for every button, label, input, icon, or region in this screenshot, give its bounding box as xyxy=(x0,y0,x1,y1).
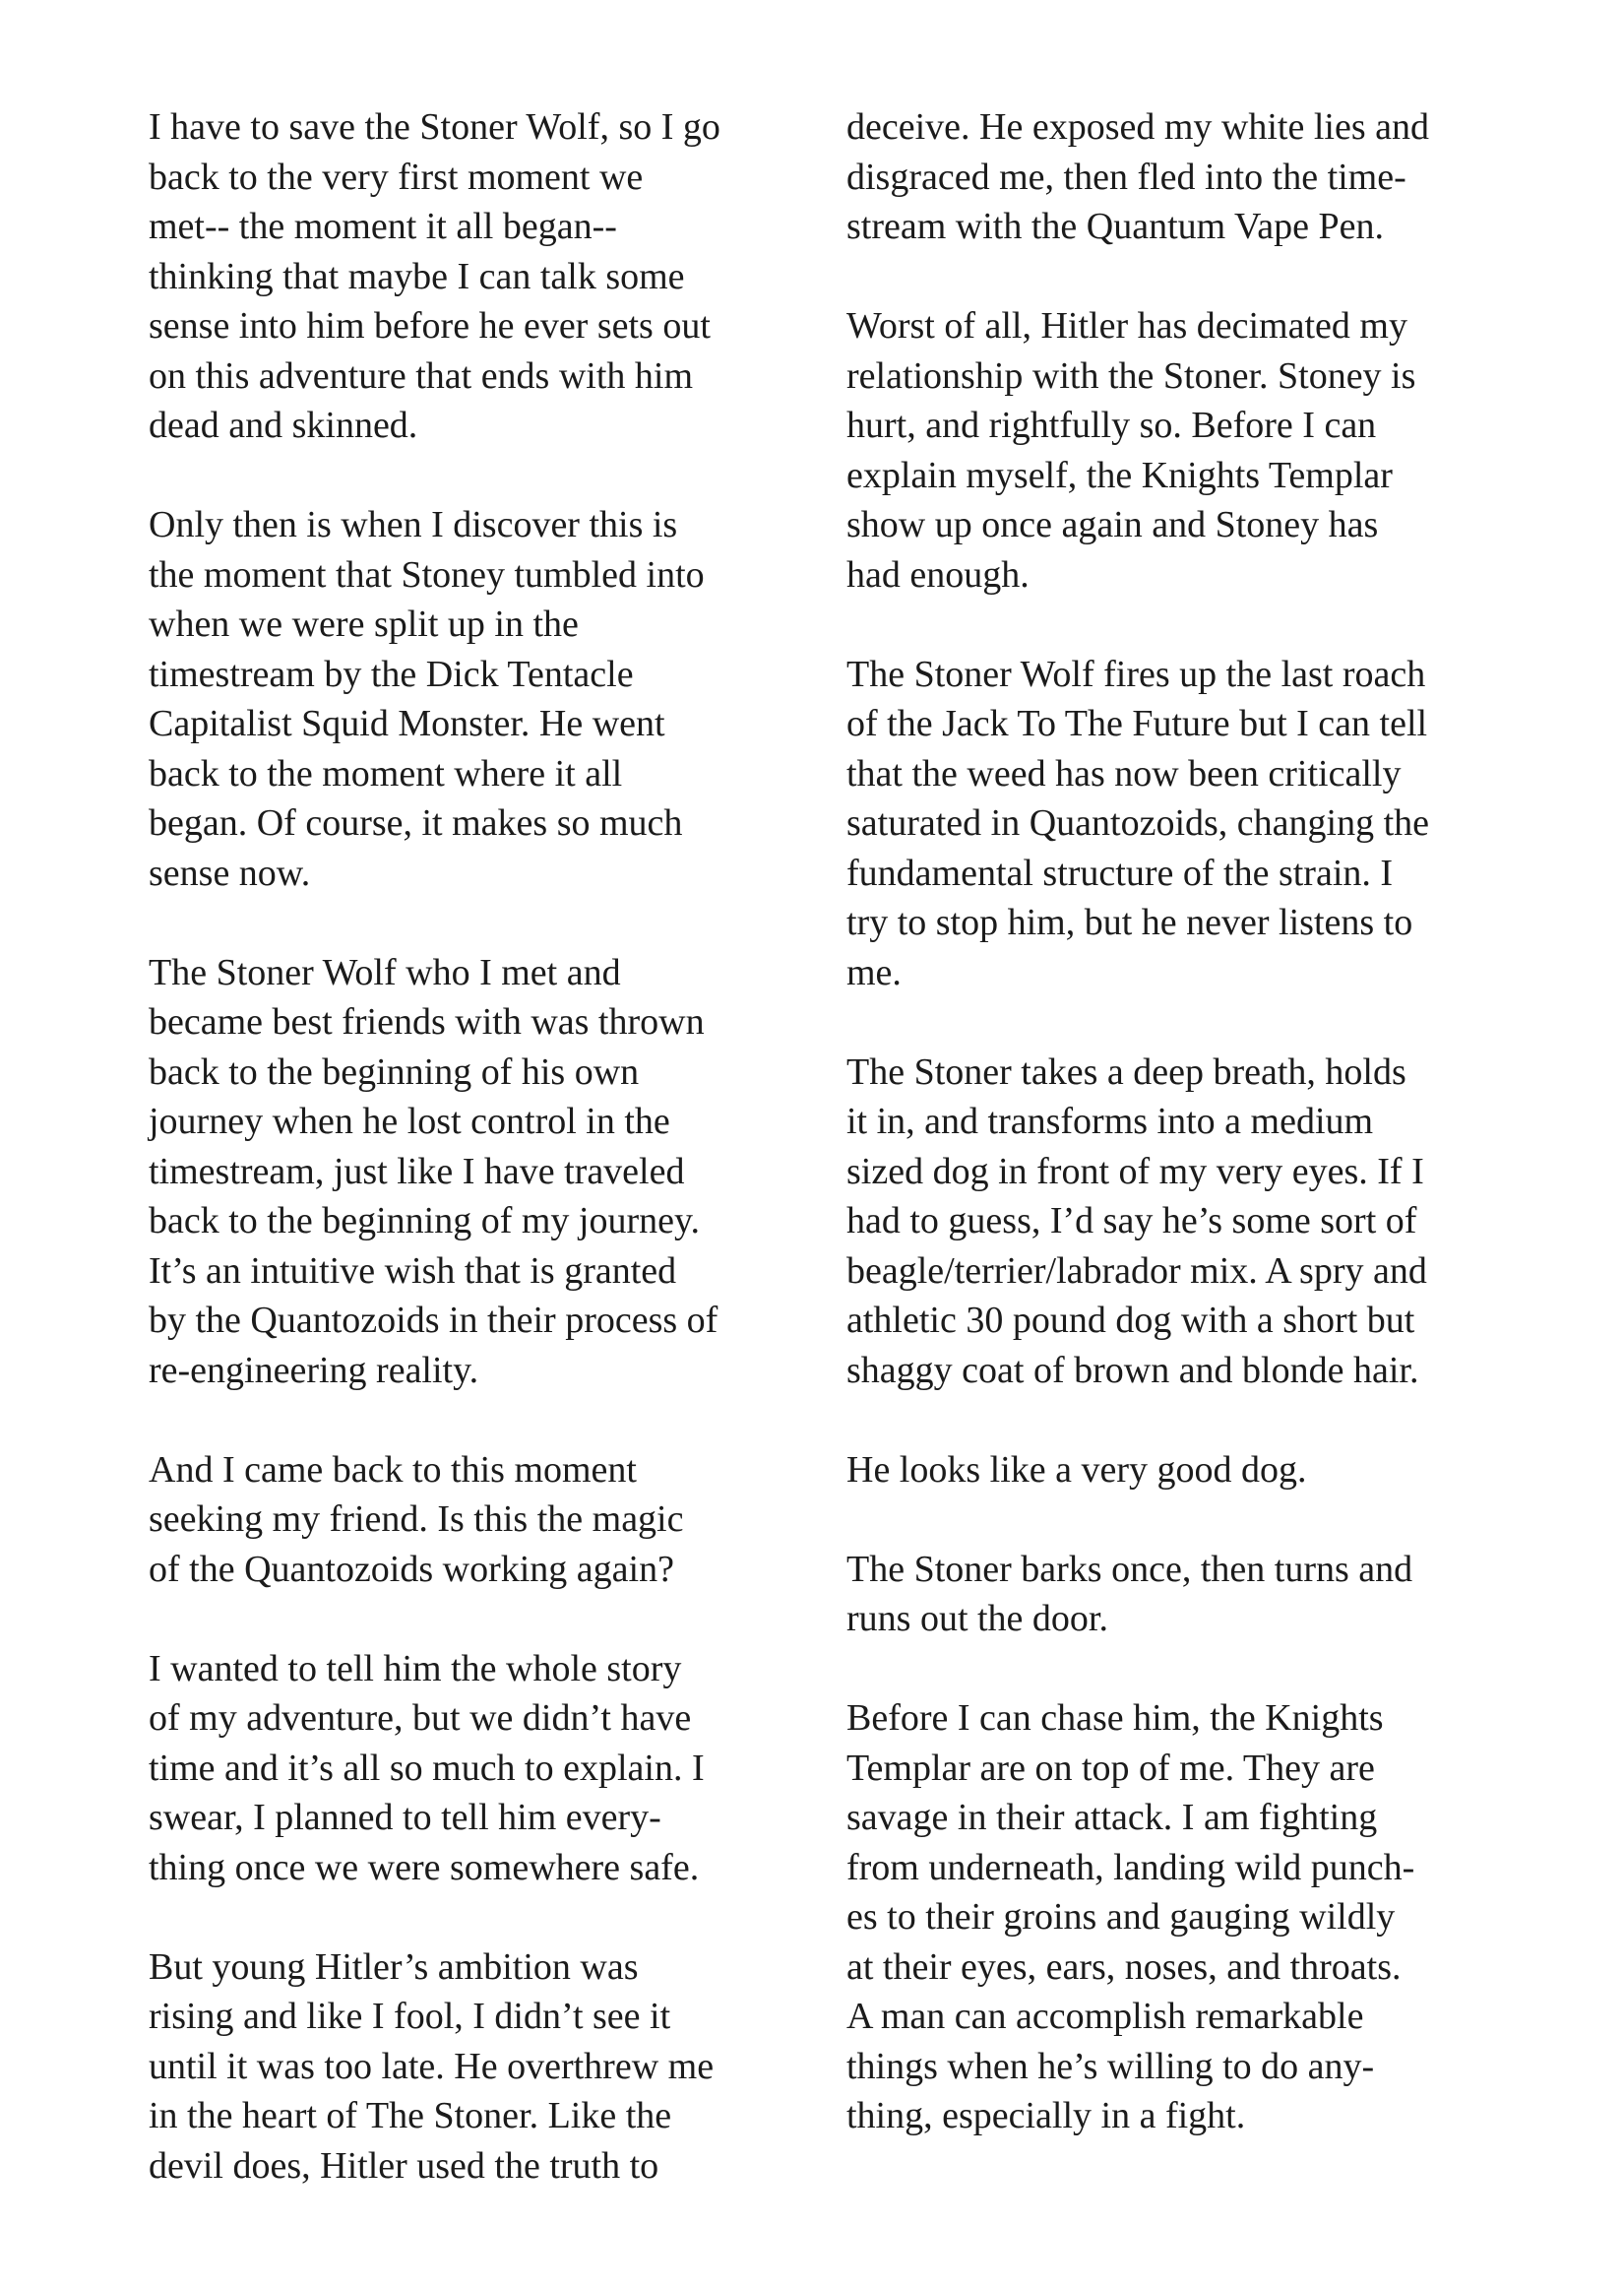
right-text-column xyxy=(846,102,1496,2141)
paragraph-12: The Stoner barks once, then turns and runs out the door. xyxy=(846,1548,1413,1639)
paragraph-3: The Stoner Wolf who I met and became best friends with was thrown back to the beginning of his own journey when he lost control in the timestream, just like I have traveled back to the beginning of my journey. It’s an intuitive wish that is granted by the Quantozoids in their process of re-engineering reality. xyxy=(149,951,718,1391)
paragraph-1: I have to save the Stoner Wolf, so I go back to the very first moment we met-- the moment it all began-- thinking that maybe I can talk some sense into him before he ever sets out on this adventure that ends with him dead and skinned. xyxy=(149,106,720,446)
left-text-column xyxy=(149,102,798,2191)
paragraph-7: deceive. He exposed my white lies and disgraced me, then fled into the time- stream with the Quantum Vape Pen. xyxy=(846,106,1429,247)
paragraph-13: Before I can chase him, the Knights Templar are on top of me. They are savage in their attack. I am fighting from underneath, landing wild punch- es to their groins and gauging wildly at their eyes, ears, noses, and throats. A man can accomplish remarkable things when he’s willing to do any- thing, especially in a fight. xyxy=(846,1697,1415,2136)
paragraph-8: Worst of all, Hitler has decimated my relationship with the Stoner. Stoney is hurt, and rightfully so. Before I can explain myself, the Knights Templar show up once again and Stoney has had enough. xyxy=(846,305,1416,596)
paragraph-5: I wanted to tell him the whole story of my adventure, but we didn’t have time and it’s all so much to explain. I swear, I planned to tell him every- thing once we were somewhere safe. xyxy=(149,1647,705,1888)
paragraph-4: And I came back to this moment seeking my friend. Is this the magic of the Quantozoids working again? xyxy=(149,1448,684,1590)
paragraph-11: He looks like a very good dog. xyxy=(846,1448,1307,1491)
paragraph-10: The Stoner takes a deep breath, holds it in, and transforms into a medium sized dog in front of my very eyes. If I had to guess, I’d say he’s some sort of beagle/terrier/labrador mix. A spry and athletic 30 pound dog with a short but shaggy coat of brown and blonde hair. xyxy=(846,1050,1427,1391)
paragraph-2: Only then is when I discover this is the moment that Stoney tumbled into when we were split up in the timestream by the Dick Tentacle Capitalist Squid Monster. He went back to the moment where it all began. Of course, it makes so much sense now. xyxy=(149,504,705,894)
paragraph-6: But young Hitler’s ambition was rising and like I fool, I didn’t see it until it was too late. He overthrew me in the heart of The Stoner. Like the devil does, Hitler used the truth to xyxy=(149,1945,715,2187)
paragraph-9: The Stoner Wolf fires up the last roach of the Jack To The Future but I can tell that the weed has now been critically saturated in Quantozoids, changing the fundamental structure of the strain. I try to stop him, but he never listens to me. xyxy=(846,653,1430,993)
